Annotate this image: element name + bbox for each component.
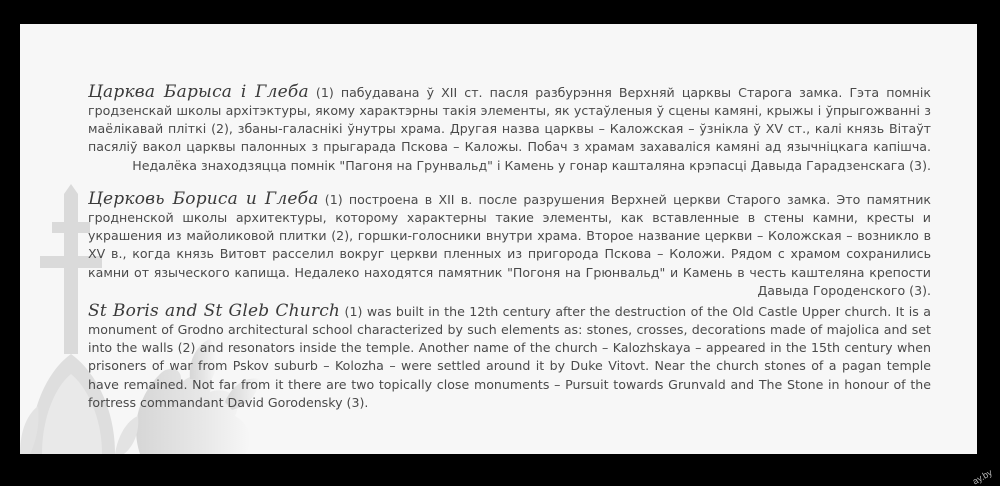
- text-russian: (1) построена в XII в. после разрушения Верхней церкви Старого замка. Это памятник гродненской школы архитектуры, которому характерны такие элементы, как вставленные в стены камни, кресты и украшения из майоликовой плитки (2), горшки-голосники внутри храма. Второе название церкви – Коложская – возникло в XV в., когда князь Витовт расселил вокруг церкви пленных из пригорода Пскова – Коложи. Рядом с храмом сохранились камни от языческого капища. Недалеко находятся памятник "Погоня на Грюнвальд" и Камень в честь каштеляна крепости Давыда Городенского (3).: [88, 192, 931, 298]
- watermark: ay.by: [971, 467, 994, 486]
- paragraph-russian: [88, 190, 931, 301]
- postcard-back: [20, 24, 977, 454]
- heading-belarusian: Царква Барыса і Глеба: [88, 82, 309, 102]
- text-belarusian: (1) пабудавана ў XII ст. пасля разбурэння Верхняй царквы Старога замка. Гэта помнік гродзенскай школы архітэктуры, якому характэрны такія элементы, як устаўленыя ў сцены камяні, крыжы і ўпрыгожванні з маёлікавай пліткі (2), збаны-галаснікі ўнутры храма. Другая назва царквы – Каложская – ўзнікла ў XV ст., калі князь Вітаўт пасяліў вакол царквы палонных з прыгарада Пскова – Каложы. Побач з храмам захаваліся камяні ад язычніцкага капішча. Недалёка знаходзяцца помнік "Пагоня на Грунвальд" і Камень у гонар кашталяна крэпасці Давыда Гарадзенскага (3).: [88, 85, 931, 173]
- text-english: (1) was built in the 12th century after the destruction of the Old Castle Upper church. It is a monument of Grodno architectural school characterized by such elements as: stones, crosses, decorations made of majolica and set into the walls (2) and resonators inside the temple. Another name of the church – Kalozhskaya – appeared in the 15th century when prisoners of war from Pskov suburb – Kolozha – were settled around it by Duke Vitovt. Near the church stones of a pagan temple have remained. Not far from it there are two topically close monuments – Pursuit towards Grunvald and The Stone in honour of the fortress commandant David Gorodensky (3).: [88, 304, 931, 410]
- paragraph-belarusian: [88, 83, 931, 175]
- heading-russian: Церковь Бориса и Глеба: [88, 189, 319, 209]
- heading-english: St Boris and St Gleb Church: [88, 301, 340, 321]
- paragraph-english: [88, 302, 931, 413]
